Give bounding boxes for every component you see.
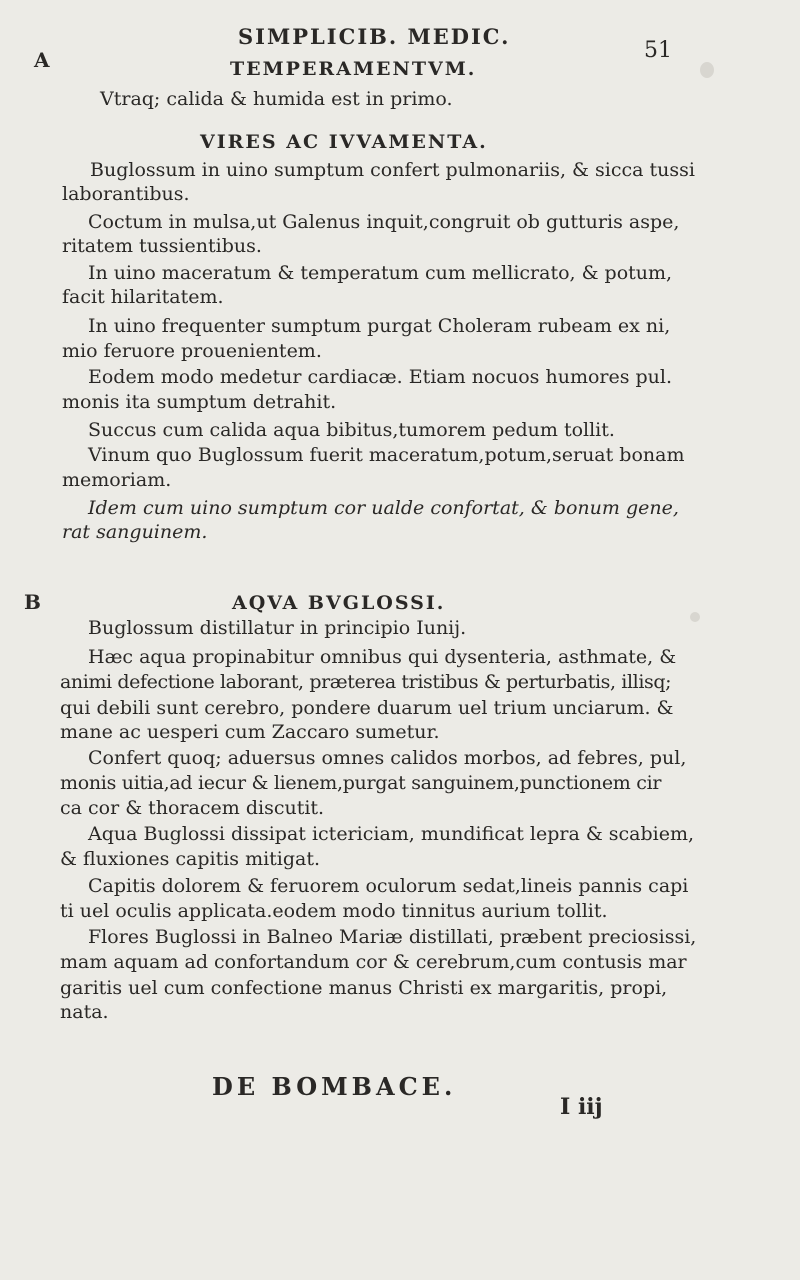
vires-line: ritatem tussientibus. — [62, 235, 262, 257]
vires-line: facit hilaritatem. — [62, 286, 224, 308]
aqua-line: Hæc aqua propinabitur omnibus qui dysenteria, asthmate, & — [88, 646, 677, 668]
signature-mark: I iij — [560, 1094, 603, 1120]
aqua-line: animi defectione laborant, præterea tristibus & perturbatis, illisq; — [60, 671, 672, 693]
next-section-heading: DE BOMBACE. — [212, 1072, 457, 1101]
vires-line: mio feruore prouenientem. — [62, 340, 322, 362]
aqua-line: Aqua Buglossi dissipat ictericiam, mundificat lepra & scabiem, — [88, 823, 695, 845]
aqua-line: ti uel oculis applicata.eodem modo tinnitus aurium tollit. — [60, 900, 608, 922]
folio-number: 51 — [644, 38, 672, 63]
aqua-line: Confert quoq; aduersus omnes calidos morbos, ad febres, pul, — [88, 747, 687, 769]
vires-line: laborantibus. — [62, 183, 190, 205]
vires-line: Coctum in mulsa,ut Galenus inquit,congruit ob gutturis aspe, — [88, 211, 680, 233]
vires-line: In uino frequenter sumptum purgat Choleram rubeam ex ni, — [88, 315, 671, 337]
aqua-line: mam aquam ad confortandum cor & cerebrum,cum contusis mar — [60, 951, 687, 973]
vires-line: Vinum quo Buglossum fuerit maceratum,potum,seruat bonam — [88, 444, 685, 466]
aqua-line: qui debili sunt cerebro, pondere duarum uel trium unciarum. & — [60, 697, 674, 719]
aqua-line: Buglossum distillatur in principio Iunij. — [88, 617, 467, 639]
temperamentum-text: Vtraq; calida & humida est in primo. — [100, 88, 453, 110]
aqua-line: garitis uel cum confectione manus Christi ex margaritis, propi, — [60, 977, 668, 999]
aqua-line: & fluxiones capitis mitigat. — [60, 848, 321, 870]
aqua-line: Capitis dolorem & feruorem oculorum sedat,lineis pannis capi — [88, 875, 689, 897]
paper-blemish — [690, 612, 700, 622]
aqua-line: nata. — [60, 1001, 109, 1023]
margin-letter-a: A — [34, 48, 50, 72]
vires-line: Eodem modo medetur cardiacæ. Etiam nocuos humores pul. — [88, 366, 673, 388]
vires-line: Buglossum in uino sumptum confert pulmonariis, & sicca tussi — [90, 159, 695, 181]
vires-line: rat sanguinem. — [62, 521, 208, 543]
paper-blemish — [700, 62, 714, 78]
vires-line: Succus cum calida aqua bibitus,tumorem pedum tollit. — [88, 419, 615, 441]
vires-line: Idem cum uino sumptum cor ualde confortat, & bonum gene, — [88, 497, 679, 519]
aqua-line: mane ac uesperi cum Zaccaro sumetur. — [60, 721, 440, 743]
vires-line: memoriam. — [62, 469, 172, 491]
vires-line: In uino maceratum & temperatum cum mellicrato, & potum, — [88, 262, 673, 284]
section-heading-vires: VIRES AC IVVAMENTA. — [200, 131, 488, 153]
section-heading-aqua: AQVA BVGLOSSI. — [232, 592, 446, 614]
vires-line: monis ita sumptum detrahit. — [62, 391, 337, 413]
section-heading-temperamentum: TEMPERAMENTVM. — [230, 58, 477, 80]
aqua-line: ca cor & thoracem discutit. — [60, 797, 325, 819]
aqua-line: monis uitia,ad iecur & lienem,purgat sanguinem,punctionem cir — [60, 772, 662, 794]
aqua-line: Flores Buglossi in Balneo Mariæ distillati, præbent preciosissi, — [88, 926, 697, 948]
running-head: SIMPLICIB. MEDIC. — [238, 24, 511, 49]
margin-letter-b: B — [24, 590, 41, 614]
